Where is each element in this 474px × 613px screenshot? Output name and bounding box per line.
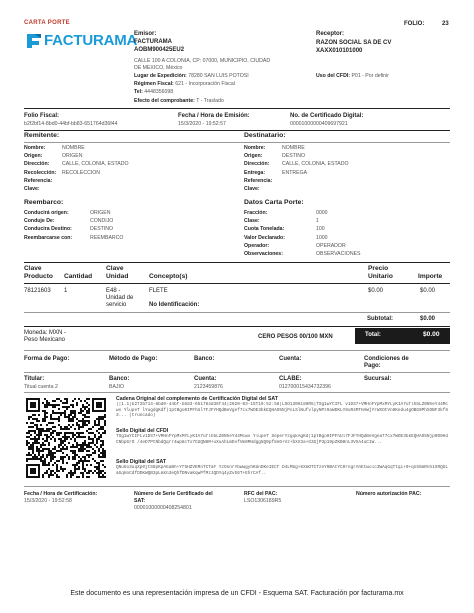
car-rows-value: 1 xyxy=(316,218,319,225)
remitente-title: Remitente: xyxy=(24,132,60,139)
rem-rows-label: Origen: xyxy=(24,153,43,160)
des-rows-label: Entrega: xyxy=(244,169,266,176)
car-rows-label: Clase: xyxy=(244,218,260,225)
fecha-emision-value: 15/3/2020 - 19:52:57 xyxy=(178,121,226,127)
condiciones-1: Condiciones de xyxy=(364,356,409,362)
qr-code xyxy=(24,396,108,480)
fecha-emision-label: Fecha / Hora de Emisión: xyxy=(178,113,250,119)
moneda-1: Moneda: MXN - xyxy=(24,330,67,336)
total-box xyxy=(355,328,450,344)
ree-rows-value: REEMBARCO xyxy=(90,234,124,241)
h-precio-2: Unitario xyxy=(368,273,393,280)
sello-sat: QNu5o3uqXp0jtS8pKpAGaBh+Yf5HZVEMnTCTaF YzOnnrYbwwgyhKUnDKeIECf D4LMbg+8XmOTCTzeY0BAtYC0rngrAhEtwolc3WAqGqTtqi+0+qn55mRnh1SRQGLaGqHoCdfDDKWQB3pLmXn3eQhfDNvaKqwPfMzJQDYq4yZvG6T+EhrCAf.. xyxy=(116,465,448,476)
des-rows-value: CALLE, COLONIA, ESTADO xyxy=(282,161,349,168)
ree-rows-value: CONDIJO xyxy=(90,218,114,225)
tel-value: 4448356098 xyxy=(144,89,174,95)
des-rows-label: Dirección: xyxy=(244,161,270,168)
h-clave-1: Clave xyxy=(24,265,42,272)
efecto-label: Efecto del comprobante: xyxy=(134,98,195,104)
reembarco-title: Reembarco: xyxy=(24,199,64,206)
importe-letra: CERO PESOS 00/100 MXN xyxy=(258,334,333,340)
rem-rows-label: Recolección: xyxy=(24,169,57,176)
cadena-original: ||1.1|b2f2bf14-8bd0-44bf-bb83-651764d36f44|2020-03-15T19:52:58|LSO1306189R5|TSg1wYCIFL v1DS7+VMHnFYpMxMYLyKIA7uflhbLZ0NheY44Mcws YlupeT lYugdgKdf|1ptBgo0IPFhUl7FJFYHQdBeVgef7cx7WOE3bkEQHAO5NjPoLSlNufvlpyNPz9aWDKLY8uR4MTHAWjYrWXOtVn0Kedu4gOBG0PhXOBF3kf83... (truncado) xyxy=(116,402,448,419)
logo-icon xyxy=(24,31,44,51)
logo-text: FACTURAMA xyxy=(44,32,138,49)
ree-rows-value: ORIGEN xyxy=(90,210,111,216)
metodo-pago-label: Método de Pago: xyxy=(109,356,158,362)
certificado-value: 00001000000409697921 xyxy=(290,121,348,127)
car-rows-label: Fracción: xyxy=(244,210,268,216)
forma-pago-label: Forma de Pago: xyxy=(24,356,70,362)
sello-cfdi-label: Sello Digital del CFDI xyxy=(116,428,169,434)
car-rows-value: 0000 xyxy=(316,210,328,216)
car-rows-value: OPERADOR xyxy=(316,242,346,249)
des-rows-label: Clave: xyxy=(244,186,260,192)
rfc-pac-label: RFC del PAC: xyxy=(244,491,278,497)
item-cantidad: 1 xyxy=(64,288,68,294)
des-rows-value: NOMBRE xyxy=(282,145,305,151)
item-clave: 78121603 xyxy=(24,288,51,294)
uso-label: Uso del CFDI: xyxy=(316,73,351,79)
total-value: $0.00 xyxy=(423,331,440,338)
rem-rows-value: RECOLECCION xyxy=(62,169,101,176)
ree-rows-value: DESTINO xyxy=(90,226,114,233)
emisor-name: FACTURAMA xyxy=(134,39,172,45)
sello-cfdi: TSg1wYCIFLv1DS7+VMHnFYpMxMYLyKIA7uflhbLZ0NheY44Mcws YlupeT SeperYzgqkAgKd|1ptBgo0IPFhUl7FJFYHQdBeVgeaf7cx7WOE3bkEQHAO5Njp0D0HdCNbpGrO /4eD7PtNbdQqrr4wp8cTx7CUQN8M+uXuAhLmDvfVm0MHdgg5Q0pf8eD+Vz+bXX3a+G3GjP3p19pZKB0nL3VXA4uC1W... xyxy=(116,434,448,445)
subtotal-label: Subtotal: xyxy=(367,316,393,322)
uso-value: P01 - Por definir xyxy=(351,73,389,79)
clabe-label: CLABE: xyxy=(279,376,302,382)
banco2-label: Banco: xyxy=(109,376,130,382)
rem-rows-value: ORIGEN xyxy=(62,153,83,160)
condiciones-2: Pago: xyxy=(364,363,381,369)
total-label: Total: xyxy=(365,332,381,338)
emisor-label: Emisor: xyxy=(134,31,157,37)
cuenta2-label: Cuenta: xyxy=(194,376,217,382)
rfc-pac-value: LSO1306189R5 xyxy=(244,498,282,504)
subtotal-value: $0.00 xyxy=(420,316,436,322)
car-rows-label: Valor Declarado: xyxy=(244,234,285,241)
receptor-name: RAZON SOCIAL SA DE CV xyxy=(316,40,392,46)
car-rows-label: Cuota Tonelada: xyxy=(244,226,285,233)
h-precio-1: Precio xyxy=(368,265,389,272)
h-clave-unidad-1: Clave xyxy=(106,265,124,272)
receptor-rfc: XAXX010101000 xyxy=(316,48,363,54)
regimen-value: 621 - Incorporación Fiscal xyxy=(175,81,235,87)
carta-porte-title: Datos Carta Porte: xyxy=(244,199,304,206)
cadena-label: Cadena Original del complemento de Certificación Digital del SAT xyxy=(116,396,278,402)
h-importe: Importe xyxy=(418,273,443,280)
car-rows-label: Operador: xyxy=(244,242,270,249)
folio-fiscal-value: b2f2bf14-8bd0-44bf-bb83-651764d36f44 xyxy=(24,121,118,127)
car-rows-label: Observaciones: xyxy=(244,251,283,257)
des-rows-value: ENTREGA xyxy=(282,169,308,176)
ree-rows-label: Reembarcarse con: xyxy=(24,234,73,241)
emisor-rfc: AOBM900425EU2 xyxy=(134,47,185,53)
h-cantidad: Cantidad xyxy=(64,273,93,280)
cuenta-label: Cuenta: xyxy=(279,356,302,362)
tel-label: Tel: xyxy=(134,89,143,95)
emisor-address-2: DE MEXICO, México xyxy=(134,65,183,71)
autorizacion-label: Número autorización PAC: xyxy=(356,491,422,497)
fecha-cert-label: Fecha / Hora de Certificación: xyxy=(24,491,98,497)
folio-value: 23 xyxy=(442,21,449,27)
car-rows-value: 100 xyxy=(316,226,325,233)
moneda-2: Peso Mexicano xyxy=(24,337,66,343)
h-clave-2: Producto xyxy=(24,273,53,280)
rem-rows-label: Clave: xyxy=(24,186,40,192)
item-no-identificacion: No Identificación: xyxy=(149,302,200,308)
receptor-label: Receptor: xyxy=(316,31,345,37)
destinatario-title: Destinatario: xyxy=(244,132,286,139)
item-unidad-3: servicio xyxy=(106,302,127,308)
car-rows-value: 1000 xyxy=(316,234,328,241)
regimen-label: Régimen Fiscal: xyxy=(134,81,174,87)
rem-rows-value: NOMBRE xyxy=(62,145,85,151)
certificado-label: No. de Certificado Digital: xyxy=(290,113,364,119)
serie-label-1: Número de Serie Certificado del xyxy=(134,491,213,497)
rem-rows-label: Referencia: xyxy=(24,177,53,184)
rem-rows-value: CALLE, COLONIA, ESTADO xyxy=(62,161,129,168)
item-unidad-2: Unidad de xyxy=(106,295,134,301)
rem-rows-label: Nombre: xyxy=(24,145,46,151)
car-rows-value: OBSERVACIONES xyxy=(316,251,361,257)
des-rows-label: Origen: xyxy=(244,153,263,160)
titular-label: Titular: xyxy=(24,376,45,382)
ree-rows-label: Conducira Destino: xyxy=(24,226,72,233)
fecha-cert-value: 15/3/2020 - 19:52:58 xyxy=(24,498,72,504)
folio-label: FOLIO: xyxy=(404,21,425,27)
clabe-value: 012700015434732396 xyxy=(279,384,331,390)
h-conceptos: Concepto(s) xyxy=(149,273,188,280)
emisor-address-1: CALLE 100 A COLONIA, CP: 07000, MUNICIPIO, CIUDAD xyxy=(134,58,271,64)
ree-rows-label: Conduje De: xyxy=(24,218,55,225)
h-clave-unidad-2: Unidad xyxy=(106,273,129,280)
item-concepto: FLETE xyxy=(149,288,168,294)
lugar-value: 78280 SAN LUIS POTOSI xyxy=(188,73,249,79)
serie-label-2: SAT: xyxy=(134,498,146,504)
banco-label: Banco: xyxy=(194,356,215,362)
item-importe: $0.00 xyxy=(420,288,436,294)
sello-sat-label: Sello Digital del SAT xyxy=(116,459,167,465)
carta-porte-label: CARTA PORTE xyxy=(24,20,70,26)
banco2-value: BAJIO xyxy=(109,384,124,390)
serie-value: 00001000000408254801 xyxy=(134,505,192,511)
sucursal-label: Sucursal: xyxy=(364,376,392,382)
des-rows-value: DESTINO xyxy=(282,153,306,160)
folio-fiscal-label: Folio Fiscal: xyxy=(24,113,60,119)
rem-rows-label: Dirección: xyxy=(24,161,50,168)
cuenta2-value: 2123459876 xyxy=(194,384,223,390)
des-rows-label: Referencia: xyxy=(244,177,273,184)
ree-rows-label: Conducirá origen: xyxy=(24,210,69,216)
item-unidad-1: E48 - xyxy=(106,288,121,294)
facturama-logo xyxy=(24,30,138,52)
efecto-value: T - Traslado xyxy=(196,98,224,104)
leyenda: Este documento es una representación impresa de un CFDI - Esquema SAT. Facturación por facturama.mx xyxy=(70,590,404,597)
item-precio: $0.00 xyxy=(368,288,384,294)
des-rows-label: Nombre: xyxy=(244,145,266,151)
titular-value: Titual cuenta 2 xyxy=(24,384,58,390)
lugar-label: Lugar de Expedición: xyxy=(134,73,187,79)
